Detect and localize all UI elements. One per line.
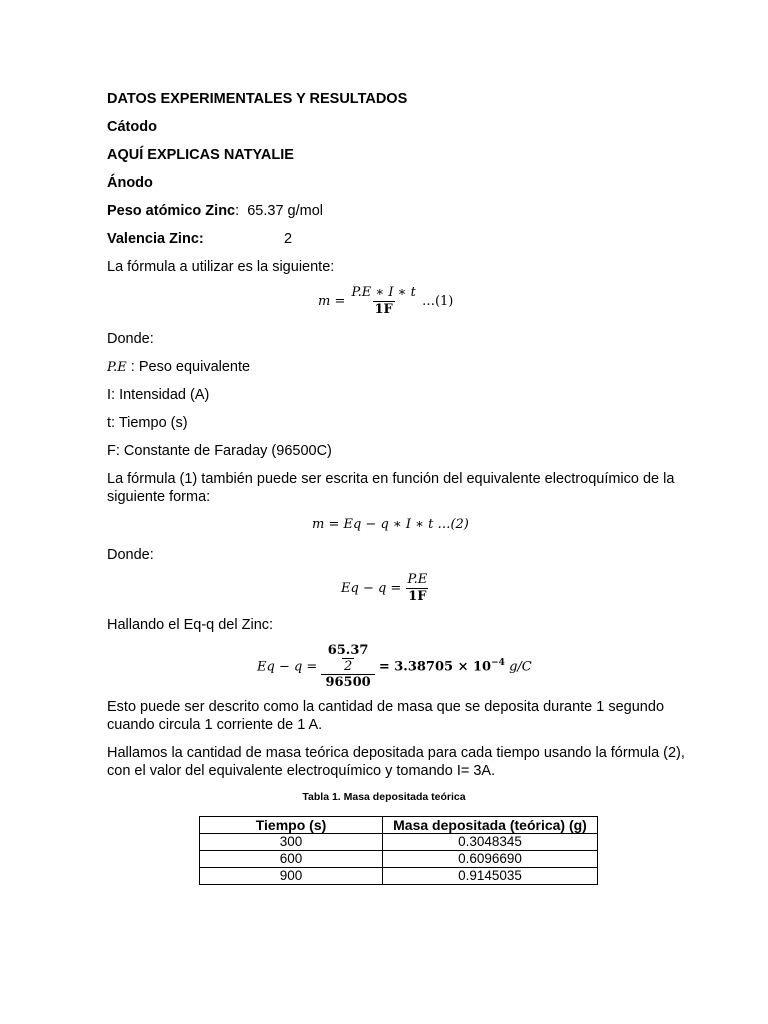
eq3-denominator: 1F	[408, 589, 427, 604]
def-t: t: Tiempo (s)	[107, 415, 188, 431]
eq4-exponent: −4	[491, 658, 505, 669]
table-cell-tiempo: 600	[200, 851, 383, 868]
eq4-unit: g/C	[509, 659, 532, 675]
table-header-tiempo: Tiempo (s)	[200, 817, 383, 834]
eq4-lhs: Eq − q =	[257, 659, 318, 675]
table-cell-tiempo: 900	[200, 868, 383, 885]
def-pe-text: : Peso equivalente	[126, 359, 251, 375]
para3-line2: con el valor del equivalente electroquímico y tomando I= 3A.	[107, 763, 496, 779]
eq4-rhs: = 3.38705 × 10	[378, 659, 492, 675]
table-header-masa: Masa depositada (teórica) (g)	[383, 817, 598, 834]
table-row	[200, 834, 598, 851]
def-pe	[107, 358, 250, 377]
peso-atomico-sep: :	[235, 203, 240, 219]
anodo-heading: Ánodo	[107, 175, 153, 191]
eq4-denominator: 96500	[321, 674, 374, 691]
mass-table	[199, 816, 598, 885]
eq1-denominator: 1F	[374, 302, 393, 317]
section-heading: DATOS EXPERIMENTALES Y RESULTADOS	[107, 91, 408, 107]
def-i: I: Intensidad (A)	[107, 387, 210, 403]
peso-atomico-label: Peso atómico Zinc	[107, 203, 236, 219]
eq3-lhs: Eq − q =	[341, 581, 402, 596]
equation-1	[318, 285, 453, 318]
catodo-heading: Cátodo	[107, 119, 157, 135]
hallando-text: Hallando el Eq-q del Zinc:	[107, 617, 274, 633]
equation-2: m = Eq − q ∗ I ∗ t …(2)	[312, 517, 469, 532]
explicas-text: AQUÍ EXPLICAS NATYALIE	[107, 147, 294, 163]
valencia-value: 2	[284, 231, 293, 247]
table-cell-masa: 0.9145035	[383, 868, 598, 885]
table-caption: Tabla 1. Masa depositada teórica	[302, 791, 466, 803]
para2-line2: cuando circula 1 corriente de 1 A.	[107, 717, 323, 733]
formula-intro: La fórmula a utilizar es la siguiente:	[107, 259, 335, 275]
equation-3	[341, 572, 429, 605]
def-f: F: Constante de Faraday (96500C)	[107, 443, 332, 459]
eq1-fraction	[350, 285, 418, 318]
table-cell-masa: 0.3048345	[383, 834, 598, 851]
equation-4	[257, 643, 532, 691]
eq1-lhs: m =	[318, 294, 346, 309]
table-cell-masa: 0.6096690	[383, 851, 598, 868]
para3-line1: Hallamos la cantidad de masa teórica depositada para cada tiempo usando la fórmula (2),	[107, 745, 685, 761]
eq3-fraction	[405, 572, 429, 605]
valencia-label: Valencia Zinc:	[107, 231, 204, 247]
para1-line2: siguiente forma:	[107, 489, 211, 505]
eq4-num-top: 65.37	[327, 643, 369, 658]
table-header-row	[200, 817, 598, 834]
eq3-numerator: P.E	[407, 572, 428, 587]
eq4-fraction	[321, 643, 374, 691]
donde-1: Donde:	[107, 331, 154, 347]
table-cell-tiempo: 300	[200, 834, 383, 851]
eq4-num-bottom: 2	[343, 659, 353, 674]
table-row	[200, 868, 598, 885]
para1-line1: La fórmula (1) también puede ser escrita en función del equivalente electroquímico de la	[107, 471, 675, 487]
table-row	[200, 851, 598, 868]
def-pe-symbol: P.E	[107, 360, 127, 375]
eq1-tag: …(1)	[421, 294, 454, 309]
donde-2: Donde:	[107, 547, 154, 563]
para2-line1: Esto puede ser descrito como la cantidad de masa que se deposita durante 1 segundo	[107, 699, 665, 715]
eq1-numerator: P.E ∗ I ∗ t	[351, 285, 416, 300]
peso-atomico-line	[107, 202, 323, 220]
peso-atomico-value: 65.37 g/mol	[247, 203, 323, 219]
valencia-line	[107, 230, 293, 248]
